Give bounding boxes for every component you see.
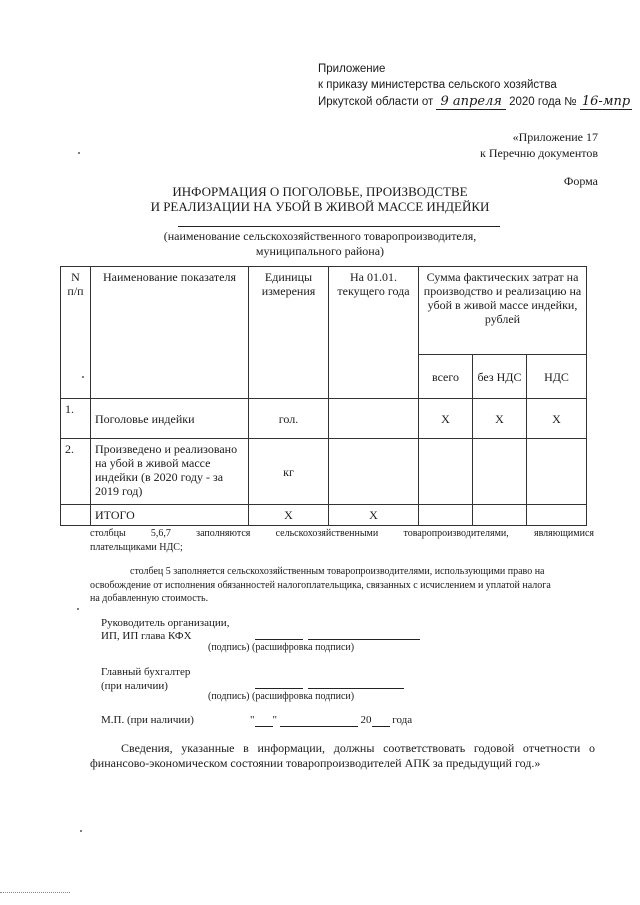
- footer-line-1: Сведения, указанные в информации, должны соответствовать годовой отчетности о: [121, 741, 595, 755]
- date-year-line: [372, 714, 390, 727]
- date-suffix: года: [392, 714, 413, 726]
- row-3-name: ИТОГО: [91, 505, 249, 526]
- head-caption: (подпись) (расшифровка подписи): [208, 642, 355, 653]
- stamp-label: М.П. (при наличии): [101, 714, 194, 726]
- accountant-name-line: [308, 688, 404, 689]
- header-vat: НДС: [527, 355, 587, 399]
- row-2-without-vat: [473, 439, 527, 505]
- header-total: всего: [419, 355, 473, 399]
- header-costs-line-1: Сумма фактических затрат на: [426, 270, 579, 284]
- table-row: [61, 399, 587, 439]
- date-day-line: [255, 714, 273, 727]
- scan-speck: [80, 830, 82, 832]
- scan-edge-mark: [0, 892, 70, 899]
- row-2-num: 2.: [61, 439, 91, 505]
- row-3-without-vat: [473, 505, 527, 526]
- note-1-line-2: плательщиками НДС;: [90, 542, 183, 553]
- row-1-date-value: [329, 399, 419, 439]
- row-3-unit: X: [249, 505, 329, 526]
- row-1-unit: гол.: [249, 399, 329, 439]
- row-2-name: [91, 439, 249, 505]
- row-3-num: [61, 505, 91, 526]
- producer-caption-line-1: (наименование сельскохозяйственного товаропроизводителя,: [163, 229, 477, 243]
- row-2-name-line-2: на убой в живой массе: [95, 456, 211, 470]
- note-2-line-1: столбец 5 заполняется сельскохозяйственным товаропроизводителями, использующими право на: [130, 566, 545, 577]
- scan-speck: [82, 376, 84, 378]
- accountant-caption: (подпись) (расшифровка подписи): [208, 691, 355, 702]
- date-open-quote: ": [250, 714, 255, 726]
- appendix-line-2: к Перечню документов: [480, 146, 598, 160]
- header-line-3: [318, 94, 632, 110]
- date-field: [250, 714, 412, 727]
- table-row: [61, 505, 587, 526]
- scan-speck: [77, 608, 79, 610]
- row-1-total: X: [419, 399, 473, 439]
- header-date-line-1: На 01.01.: [350, 270, 397, 284]
- head-name-line: [308, 639, 420, 640]
- row-2-unit: кг: [249, 439, 329, 505]
- header-costs-line-4: рублей: [484, 312, 521, 326]
- header-line-2: к приказу министерства сельского хозяйства: [318, 79, 557, 91]
- row-3-total: [419, 505, 473, 526]
- scan-speck: [78, 152, 80, 154]
- header-unit-line-2: измерения: [261, 284, 316, 298]
- row-2-date-value: [329, 439, 419, 505]
- row-2-vat: [527, 439, 587, 505]
- accountant-signature-line: [255, 688, 303, 689]
- header-cell-num: [61, 267, 91, 399]
- footer-line-2: финансово-экономическом состоянии товаропроизводителей АПК за предыдущий год.»: [90, 756, 541, 770]
- row-1-name: Поголовье индейки: [91, 399, 249, 439]
- indicators-table: [60, 266, 587, 526]
- title-line-1: ИНФОРМАЦИЯ О ПОГОЛОВЬЕ, ПРОИЗВОДСТВЕ: [172, 184, 468, 199]
- head-signature-line: [255, 639, 303, 640]
- form-label: Форма: [563, 174, 598, 188]
- head-label-line-2: ИП, ИП глава КФХ: [101, 630, 192, 642]
- header-num-line-2: п/п: [67, 284, 84, 298]
- row-2-name-line-3: индейки (в 2020 году - за: [95, 470, 224, 484]
- header-date-line-2: текущего года: [337, 284, 410, 298]
- row-3-date-value: X: [329, 505, 419, 526]
- row-2-total: [419, 439, 473, 505]
- header-costs-line-2: производство и реализацию на: [423, 284, 582, 298]
- header-costs-line-3: убой в живой массе индейки,: [427, 298, 578, 312]
- row-3-vat: [527, 505, 587, 526]
- producer-caption-line-2: муниципального района): [255, 244, 385, 258]
- accountant-label-line-1: Главный бухгалтер: [101, 666, 191, 678]
- row-1-vat: X: [527, 399, 587, 439]
- handwritten-number: 16-мпр: [581, 94, 631, 109]
- title-line-2: И РЕАЛИЗАЦИИ НА УБОЙ В ЖИВОЙ МАССЕ ИНДЕЙКИ: [150, 199, 490, 214]
- producer-name-line: [178, 226, 500, 227]
- header-without-vat: без НДС: [473, 355, 527, 399]
- header-num-line-1: N: [71, 270, 80, 284]
- note-1-line-1: столбцы 5,6,7 заполняются сельскохозяйственными товаропроизводителями, являющимися: [90, 528, 594, 539]
- appendix-line-1: «Приложение 17: [512, 130, 598, 144]
- header-cell-indicator: [91, 267, 249, 399]
- date-year: 20: [360, 714, 372, 726]
- head-label-line-1: Руководитель организации,: [101, 617, 230, 629]
- accountant-label-line-2: (при наличии): [101, 680, 168, 692]
- header-line-3-prefix: Иркутской области от: [318, 96, 434, 108]
- header-cell-unit: [249, 267, 329, 399]
- row-1-num: 1.: [61, 399, 91, 439]
- row-1-without-vat: X: [473, 399, 527, 439]
- header-line-1: Приложение: [318, 63, 386, 75]
- header-cell-date: [329, 267, 419, 399]
- handwritten-date: 9 апреля: [436, 94, 505, 110]
- row-2-name-line-1: Произведено и реализовано: [95, 442, 238, 456]
- header-unit-line-1: Единицы: [264, 270, 313, 284]
- header-indicator: Наименование показателя: [103, 270, 236, 284]
- date-close-quote: ": [272, 714, 277, 726]
- header-line-3-middle: 2020 года №: [509, 96, 577, 108]
- table-row: [61, 439, 587, 505]
- note-2-line-2: освобождение от исполнения обязанностей налогоплательщика, связанных с исчислением и уплатой налога: [90, 580, 551, 591]
- row-2-name-line-4: 2019 год): [95, 484, 143, 498]
- header-cell-costs: [419, 267, 587, 355]
- date-month-line: [280, 714, 358, 727]
- note-2-line-3: на добавленную стоимость.: [90, 593, 209, 604]
